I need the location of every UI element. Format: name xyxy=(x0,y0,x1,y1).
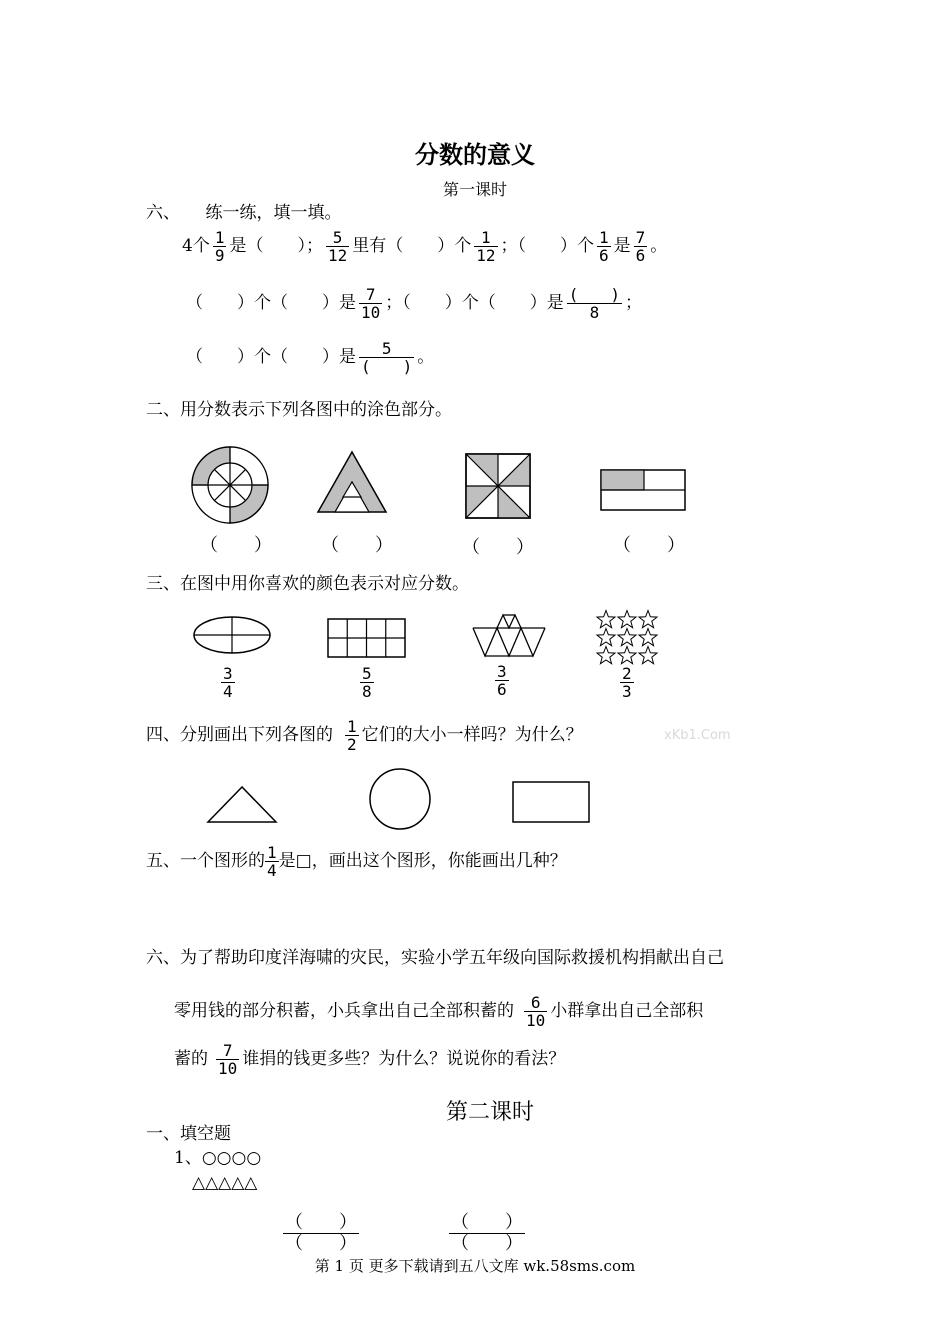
star-icon xyxy=(597,647,615,664)
answer-blank-1[interactable]: （ ） xyxy=(200,535,272,556)
fraction: $\frac{1}{12}$ xyxy=(476,228,496,265)
fraction: $\frac{7}{10}$ xyxy=(361,285,381,322)
star-icon xyxy=(618,647,636,664)
rectangle-shape xyxy=(512,781,592,825)
fraction: $\frac{1}{6}$ xyxy=(599,228,609,265)
part-2-heading: 一、填空题 xyxy=(146,1124,231,1144)
shaded-square-figure xyxy=(465,453,531,519)
circle-shape xyxy=(365,767,439,831)
section-1-heading: 六、 练一练，填一填。 xyxy=(146,203,342,223)
fill-line-2: （ ）个（ ）是 $\frac{7}{10}$ ；（ ）个（ ）是 $\frac{( )}{8}$ ； xyxy=(186,285,643,322)
fill-line-1: 4个 $\frac{1}{9}$ 是（ ）； $\frac{5}{12}$ 里有（ ）个 $\frac{1}{12}$ ；（ ）个 $\frac{1}{6}$ 是 $\frac{7}{6}$ 。 xyxy=(182,228,668,265)
fraction-3-6: $\frac{3}{6}$ xyxy=(497,662,507,699)
fraction-blank-2[interactable]: $\frac{( )}{( )}$ xyxy=(451,1212,523,1254)
section-6-line-3: 蓄的 $\frac{7}{10}$ 谁捐的钱更多些？为什么？说说你的看法？ xyxy=(174,1041,566,1078)
question-1-circles: 1、○○○○ xyxy=(174,1148,262,1168)
fraction: $\frac{5}{12}$ xyxy=(327,228,348,265)
fraction: $\frac{( )}{8}$ xyxy=(568,285,621,322)
lesson-two-title: 第二课时 xyxy=(445,1100,534,1125)
fraction-3-4: $\frac{3}{4}$ xyxy=(223,664,233,701)
answer-blank-3[interactable]: （ ） xyxy=(462,537,534,558)
fraction-5-8: $\frac{5}{8}$ xyxy=(362,664,372,701)
page-footer: 第 1 页 更多下载请到五八文库 wk.58sms.com xyxy=(314,1257,636,1275)
star-icon xyxy=(639,611,657,628)
star-icon xyxy=(618,611,636,628)
shaded-triangle-figure xyxy=(316,450,390,514)
fraction-blank-1[interactable]: $\frac{( )}{( )}$ xyxy=(285,1212,357,1254)
star-icon xyxy=(639,629,657,646)
section-6-line-1: 六、为了帮助印度洋海啸的灾民，实验小学五年级向国际救援机构捐献出自己 xyxy=(146,948,724,968)
star-icon xyxy=(597,629,615,646)
page-title: 分数的意义 xyxy=(415,141,535,169)
watermark: xKb1.Com xyxy=(664,728,731,743)
triangle-shape xyxy=(206,785,280,825)
section-4-heading: 四、分别画出下列各图的 $\frac{1}{2}$ 它们的大小一样吗？为什么？ xyxy=(146,717,583,754)
fill-line-3: （ ）个（ ）是 $\frac{5}{( )}$ 。 xyxy=(186,339,435,376)
question-1-triangles: △△△△△ xyxy=(192,1173,258,1193)
triangle-row-figure xyxy=(472,612,546,660)
section-2-heading: 二、用分数表示下列各图中的涂色部分。 xyxy=(146,400,452,420)
ellipse-quarters-figure xyxy=(193,616,273,656)
rectangle-grid-figure xyxy=(327,618,407,658)
fraction-2-3: $\frac{2}{3}$ xyxy=(622,664,632,701)
star-icon xyxy=(618,629,636,646)
fraction: $\frac{1}{9}$ xyxy=(214,228,225,265)
answer-blank-2[interactable]: （ ） xyxy=(321,535,393,556)
shaded-rectangle-figure xyxy=(600,469,688,511)
section-3-heading: 三、在图中用你喜欢的颜色表示对应分数。 xyxy=(146,574,469,594)
star-icon xyxy=(597,611,615,628)
stars-grid-figure xyxy=(596,610,660,666)
section-5-heading: 五、一个图形的 $\frac{1}{4}$ 是□，画出这个图形，你能画出几种？ xyxy=(146,843,567,880)
fraction: $\frac{5}{( )}$ xyxy=(361,339,413,376)
section-6-line-2: 零用钱的部分积蓄，小兵拿出自己全部积蓄的 $\frac{6}{10}$ 小群拿出自己全部积 xyxy=(174,993,704,1030)
shaded-circle-figure xyxy=(190,445,272,527)
lesson-one-subtitle: 第一课时 xyxy=(442,180,507,199)
answer-blank-4[interactable]: （ ） xyxy=(613,535,685,556)
fraction: $\frac{7}{6}$ xyxy=(635,228,646,265)
star-icon xyxy=(639,647,657,664)
